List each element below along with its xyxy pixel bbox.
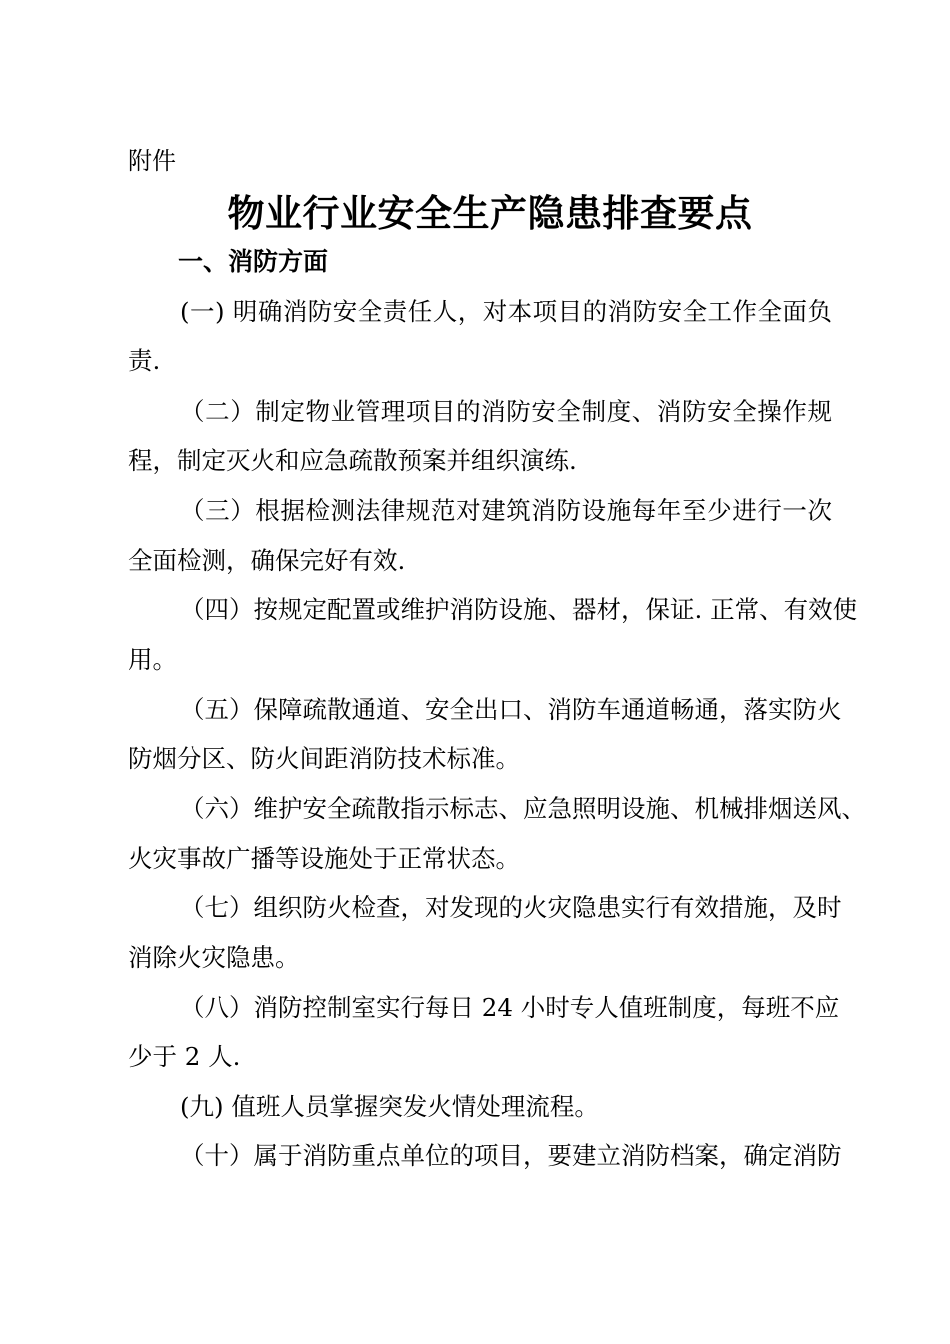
item-4-line-1: （四）按规定配置或维护消防设施、器材，保证. 正常、有效使 bbox=[180, 595, 858, 624]
item-2-line-1: （二）制定物业管理项目的消防安全制度、消防安全操作规 bbox=[180, 397, 832, 426]
item-10-line-1: （十）属于消防重点单位的项目，要建立消防档案，确定消防 bbox=[180, 1141, 842, 1170]
item-1-line-2: 责. bbox=[128, 346, 161, 375]
item-6-line-2: 火灾事故广播等设施处于正常状态。 bbox=[128, 844, 520, 873]
item-8-line-1: （八）消防控制室实行每日 24 小时专人值班制度，每班不应 bbox=[180, 993, 840, 1022]
item-3-line-2: 全面检测，确保完好有效. bbox=[128, 546, 406, 575]
attachment-label: 附件 bbox=[128, 147, 176, 175]
item-2-line-2: 程，制定灭火和应急疏散预案并组织演练. bbox=[128, 446, 577, 475]
item-1-line-1: (一) 明确消防安全责任人，对本项目的消防安全工作全面负 bbox=[180, 297, 832, 326]
document-title: 物业行业安全生产隐患排查要点 bbox=[227, 191, 753, 235]
item-7-line-1: （七）组织防火检查，对发现的火灾隐患实行有效措施，及时 bbox=[180, 893, 842, 922]
item-6-line-1: （六）维护安全疏散指示标志、应急照明设施、机械排烟送风、 bbox=[180, 794, 866, 823]
item-4-line-2: 用。 bbox=[128, 645, 177, 674]
section-heading: 一、消防方面 bbox=[178, 247, 329, 276]
item-3-line-1: （三）根据检测法律规范对建筑消防设施每年至少进行一次 bbox=[180, 496, 832, 525]
item-5-line-1: （五）保障疏散通道、安全出口、消防车通道畅通，落实防火 bbox=[180, 695, 842, 724]
item-8-line-2: 少于 2 人. bbox=[128, 1042, 241, 1071]
item-9-line-1: (九) 值班人员掌握突发火情处理流程。 bbox=[180, 1092, 599, 1121]
item-5-line-2: 防烟分区、防火间距消防技术标准。 bbox=[128, 744, 520, 773]
item-7-line-2: 消除火灾隐患。 bbox=[128, 943, 300, 972]
